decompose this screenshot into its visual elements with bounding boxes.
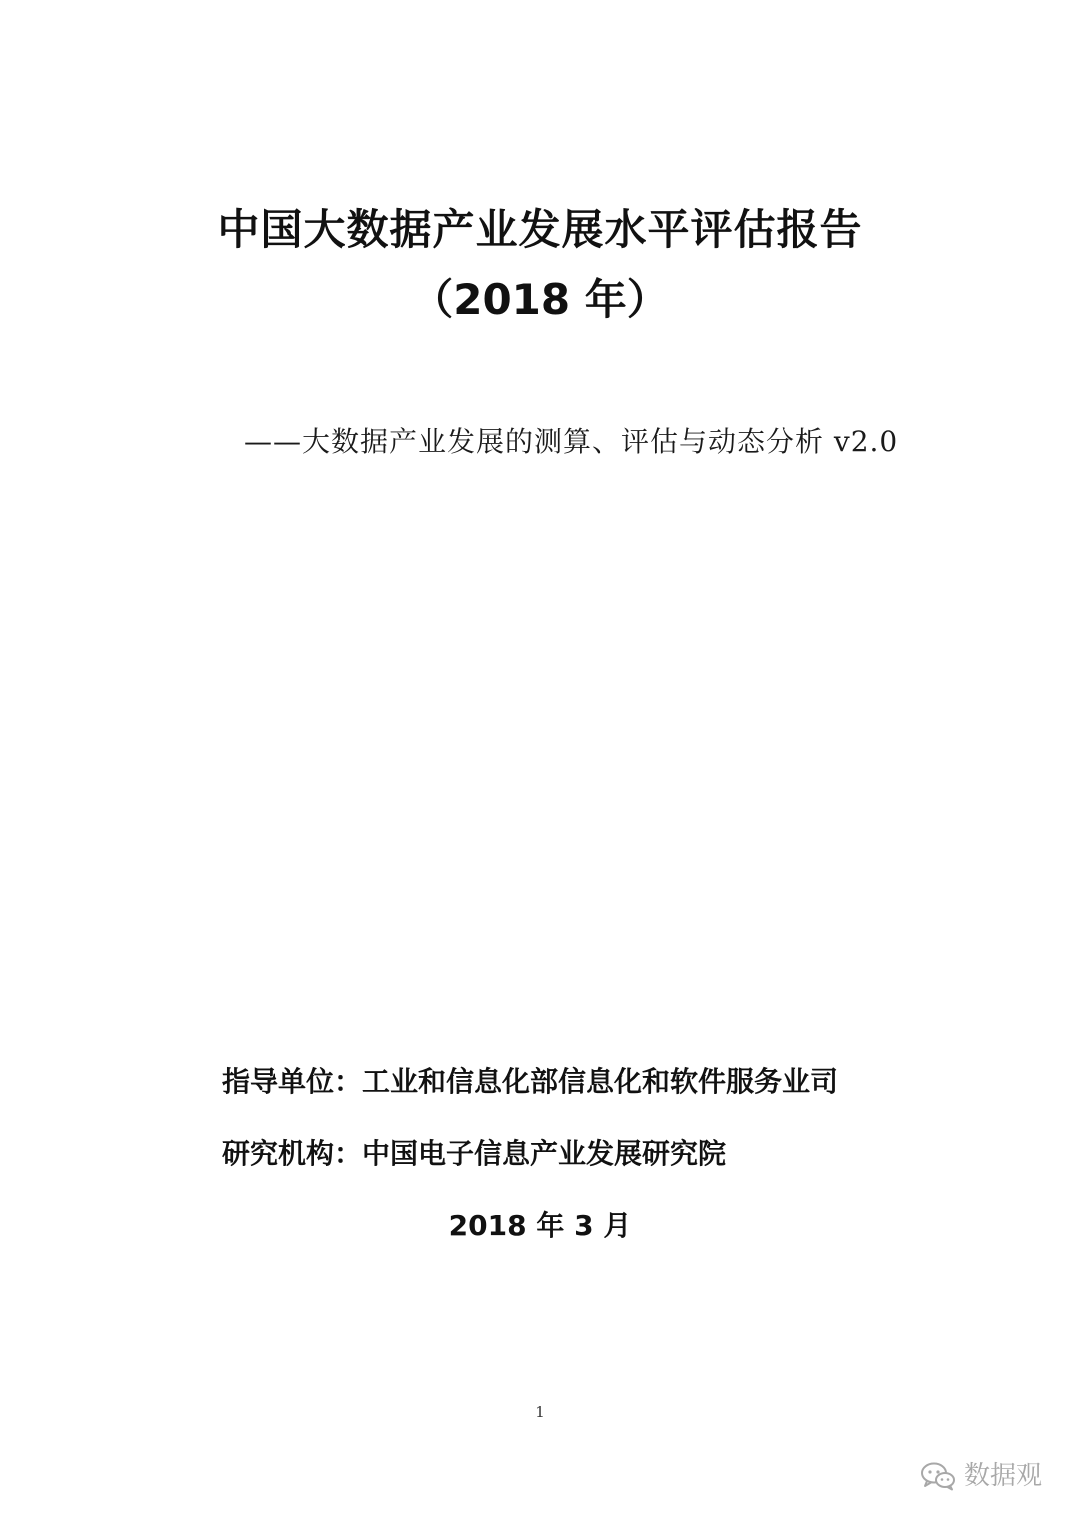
document-title: 中国大数据产业发展水平评估报告 [217,205,863,254]
watermark-text: 数据观 [964,1461,1043,1491]
guide-unit: 指导单位：工业和信息化部信息化和软件服务业司 [222,1065,839,1098]
watermark [920,1456,1042,1496]
document-subtitle: ——大数据产业发展的测算、评估与动态分析 v2.0 [244,425,899,458]
publication-date: 2018 年 3 月 [448,1209,632,1242]
research-institute: 研究机构：中国电子信息产业发展研究院 [222,1137,727,1170]
wechat-icon [920,1461,956,1491]
document-year: （2018 年） [411,275,669,324]
page-number: 1 [535,1403,545,1421]
